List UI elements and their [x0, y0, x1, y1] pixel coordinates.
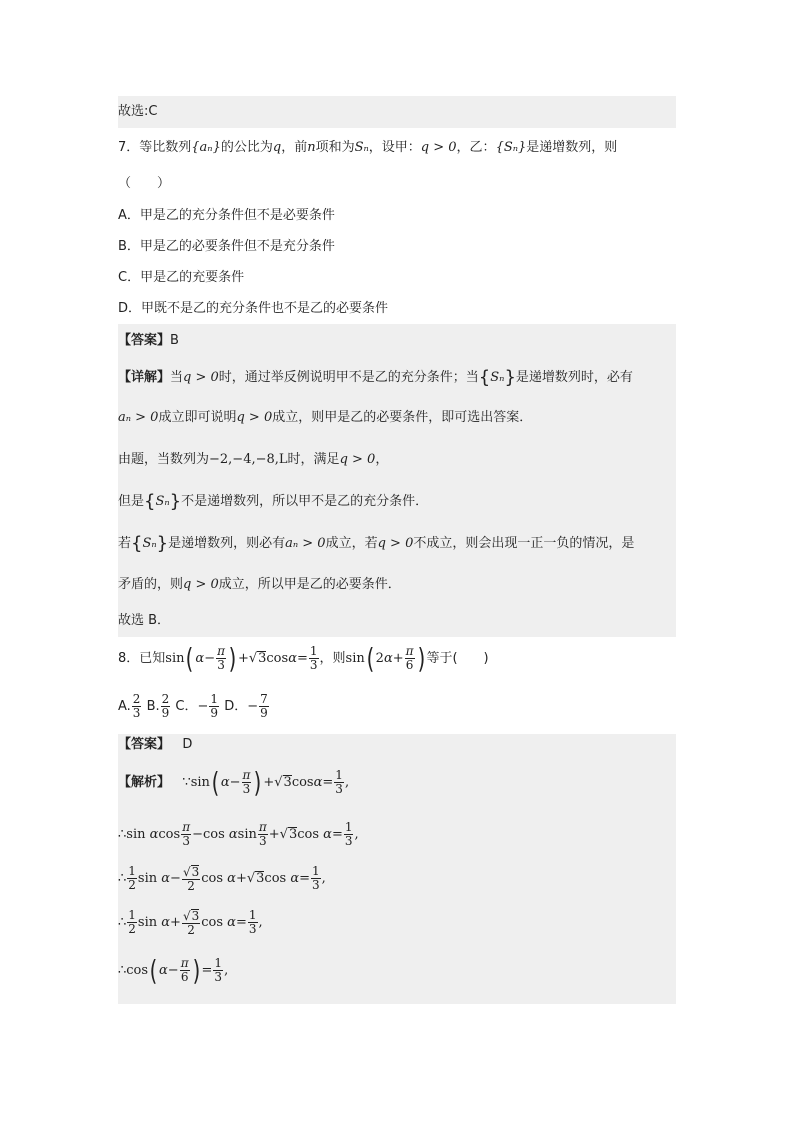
- q7-paren: （ ）: [118, 176, 171, 191]
- q7-detail-3: 由题，当数列为−2,−4,−8,L时，满足q > 0，: [118, 452, 389, 467]
- q8-options: A. $\frac{2}{3}$ B. $\frac{2}{9}$ C．− $\frac{1}{9}$ D．− $\frac{7}{9}$: [118, 692, 268, 720]
- q7-option-c: C．甲是乙的充要条件: [118, 270, 245, 285]
- q7-detail-5: 若{Sₙ}是递增数列，则必有aₙ > 0成立，若q > 0不成立，则会出现一正一负的情况，是: [118, 532, 635, 554]
- answer-shade-prev: [118, 96, 676, 128]
- q7-detail-4: 但是{Sₙ}不是递增数列，所以甲不是乙的充分条件．: [118, 490, 429, 512]
- q7-detail-6: 矛盾的，则q > 0成立，所以甲是乙的必要条件．: [118, 577, 401, 592]
- q7-detail-1: 【详解】当q > 0时，通过举反例说明甲不是乙的充分条件；当{Sₙ}是递增数列时，必有: [118, 366, 633, 388]
- q8-analysis-3: ∴ $\frac{1}{2}$ sin α− $\frac{√3}{2}$ cos α+√3cos α= $\frac{1}{3}$ ,: [118, 864, 326, 893]
- q7-detail-2: aₙ > 0成立即可说明q > 0成立，则甲是乙的必要条件，即可选出答案．: [118, 410, 533, 425]
- q7-option-b: B．甲是乙的必要条件但不是充分条件: [118, 239, 335, 254]
- q8-analysis-2: ∴sin αcos $\frac{\pi}{3}$ −cos αsin $\frac{\pi}{3}$ +√3cos α= $\frac{1}{3}$ ,: [118, 820, 359, 848]
- q8-analysis-4: ∴ $\frac{1}{2}$ sin α+ $\frac{√3}{2}$ cos α= $\frac{1}{3}$ ,: [118, 908, 263, 937]
- q8-analysis-1: 【解析】 ∵sin( α− $\frac{\pi}{3}$ ) +√3cosα= $\frac{1}{3}$ ,: [118, 765, 350, 799]
- q7-stem: 7．等比数列{aₙ}的公比为q，前n项和为Sₙ，设甲：q > 0，乙：{Sₙ}是递增数列，则: [118, 140, 618, 155]
- q7-answer: 【答案】B: [118, 333, 179, 348]
- q8-stem: 8．已知sin( α− $\frac{\pi}{3}$ ) +√3cosα= $\frac{1}{3}$ ，则sin( 2α+ $\frac{\pi}{6}$ ) 等于( ): [118, 641, 489, 675]
- q7-option-a: A．甲是乙的充分条件但不是必要条件: [118, 208, 335, 223]
- q8-answer: 【答案】 D: [118, 737, 193, 752]
- q8-analysis-5: ∴cos( α− $\frac{\pi}{6}$ ) = $\frac{1}{3}$ ,: [118, 953, 229, 987]
- q7-detail-7: 故选 B．: [118, 613, 171, 628]
- prev-conclusion: 故选:C: [118, 104, 158, 119]
- q7-option-d: D．甲既不是乙的充分条件也不是乙的必要条件: [118, 301, 389, 316]
